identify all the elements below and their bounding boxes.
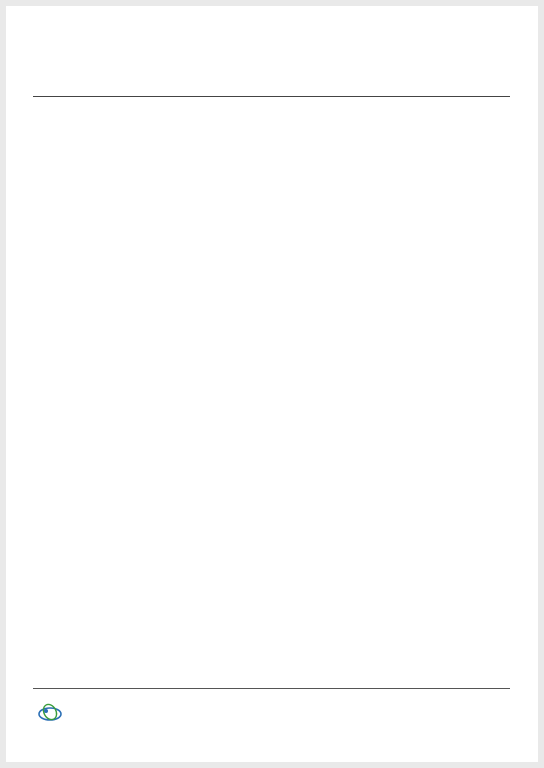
- document-page: [6, 6, 538, 762]
- report-table: [33, 96, 510, 105]
- table-top-rule: [33, 96, 510, 97]
- eokul-logo: [36, 695, 116, 725]
- footer-rule: [33, 688, 510, 689]
- eokul-logo-icon: [36, 695, 116, 725]
